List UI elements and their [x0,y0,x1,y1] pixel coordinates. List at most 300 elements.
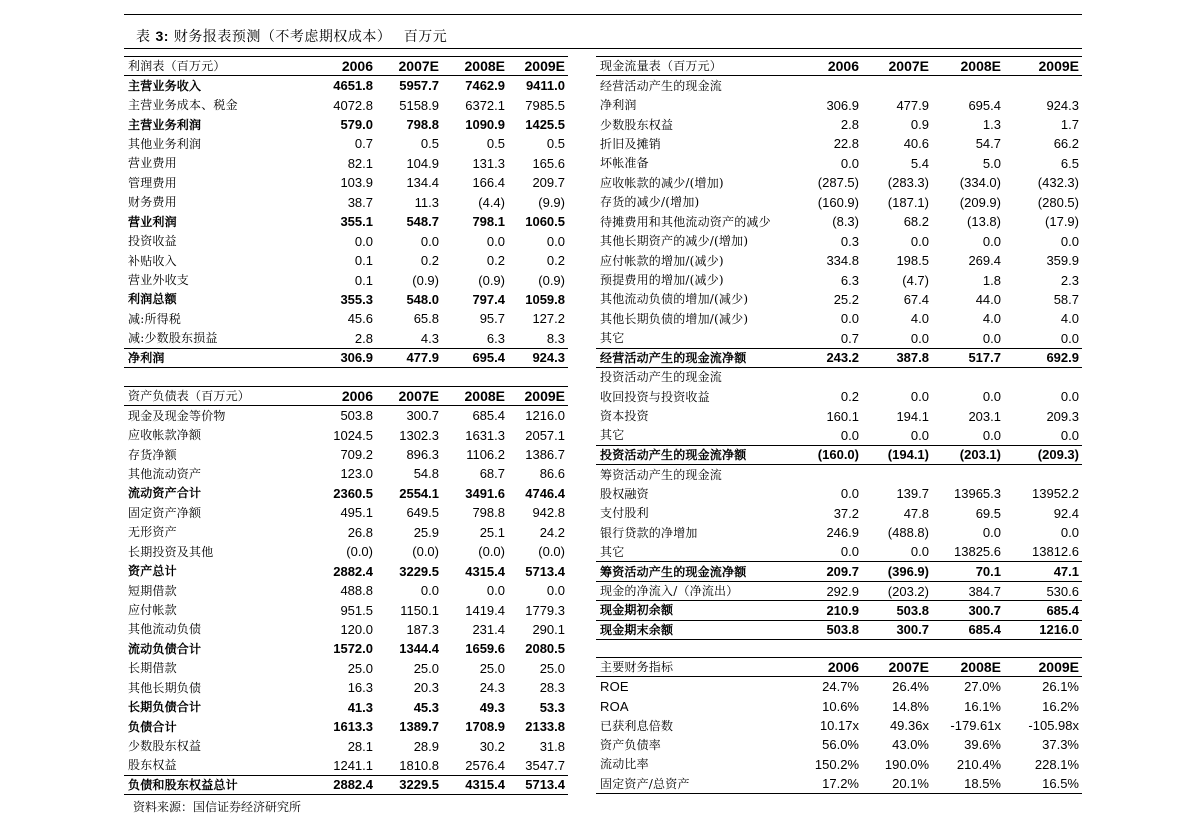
cell-value: 134.4 [406,175,439,191]
column-header: 2007E [862,57,932,76]
cell-value: 0.0 [840,311,859,327]
cell-value: 6.5 [1060,155,1079,171]
table-row [124,639,568,658]
row-label: 资本投资 [600,409,649,424]
cell-value: 103.9 [340,175,373,191]
cell-value: 359.9 [1046,253,1079,269]
cell-value: 203.1 [968,408,1001,424]
cell-value: 1106.2 [466,447,505,463]
title-text: 财务报表预测（不考虑期权成本） 百万元 [168,29,448,45]
row-label: 负债合计 [128,719,177,734]
cell-value: 1.3 [982,117,1001,133]
cell-value [1004,465,1082,484]
table-header-row [596,57,1082,76]
cell-value: 39.6% [964,737,1001,753]
cell-value: 5.4 [910,155,929,171]
cell-value: 0.0 [840,486,859,502]
row-label: 固定资产/总资产 [596,774,806,793]
cell-value: 2576.4 [465,757,505,773]
cell-value: (0.0) [478,544,505,560]
table-row [124,542,568,561]
table-row [596,504,1082,523]
cell-value: 1150.1 [400,602,439,618]
cell-value: 4.0 [982,311,1001,327]
cell-value: 0.0 [910,427,929,443]
cell-value: 54.7 [975,136,1001,152]
row-label: 营业费用 [128,156,177,171]
cell-value: 4315.4 [465,563,505,579]
cell-value: 488.8 [340,583,373,599]
row-label: 少数股东权益 [600,117,674,132]
row-label: 其它 [600,428,625,443]
cell-value: 4.3 [420,330,439,346]
column-header: 2009E [1004,658,1082,677]
cell-value: 685.4 [1004,601,1082,620]
cell-value: 70.1 [932,562,1004,581]
cell-value: 292.9 [826,583,859,599]
source-note: 资料来源：国信证券经济研究所 [133,800,302,814]
cell-value: 0.0 [420,583,439,599]
row-label: 应收帐款净额 [128,428,202,443]
row-label: 财务费用 [128,195,177,210]
table-row [596,406,1082,425]
row-label: 应付帐款的增加/(减少) [600,253,724,268]
cell-value: 0.0 [840,427,859,443]
cell-value: 0.0 [840,155,859,171]
cell-value: 38.7 [347,194,373,210]
cell-value [862,76,932,95]
cell-value: (280.5) [1037,194,1079,210]
row-label: 其他长期负债的增加/(减少) [600,311,749,326]
row-label: 现金期末余额 [596,620,806,639]
row-label: 补贴收入 [128,253,177,268]
cell-value: 3491.6 [465,485,505,501]
cell-value: 0.0 [486,583,505,599]
cell-value [932,76,1004,95]
row-label: 其他长期负债 [128,680,202,695]
row-label: 存货净额 [128,447,177,462]
cell-value: 166.4 [472,175,505,191]
table-title: 现金流量表（百万元） [596,57,806,76]
table-row [124,581,568,600]
cell-value: 384.7 [968,583,1001,599]
row-label: 应付帐款 [128,603,177,618]
row-label: 主营业务成本、税金 [128,98,238,113]
row-label: 管理费用 [128,175,177,190]
cell-value: 0.5 [486,136,505,152]
cell-value: 2.8 [354,330,373,346]
table-row [596,445,1082,464]
cell-value: 477.9 [376,348,442,367]
table-row [596,716,1082,735]
row-label: 存货的减少/(增加) [600,195,700,210]
cell-value: 209.7 [532,175,565,191]
cell-value: 31.8 [539,738,565,754]
row-label: 筹资活动产生的现金流净额 [596,562,806,581]
row-label: 主营业务收入 [128,78,202,93]
title-prefix: 表 [136,29,156,45]
table-row [596,193,1082,212]
row-label: 坏帐准备 [600,156,649,171]
row-label: 投资活动产生的现金流 [600,370,723,385]
cell-value: 0.3 [840,233,859,249]
cell-value: 16.3 [347,680,373,696]
report-title [136,26,447,46]
cell-value [932,368,1004,387]
cell-value: 503.8 [806,620,862,639]
cell-value: 20.1% [862,774,932,793]
cell-value: (209.3) [1004,445,1082,464]
cell-value: 1216.0 [525,408,565,424]
row-label: 长期投资及其他 [128,544,214,559]
row-label: 股权融资 [600,486,649,501]
cell-value: 2.8 [840,117,859,133]
income-statement-table [124,56,568,368]
cell-value: (0.0) [346,544,373,560]
table-row [596,329,1082,348]
table-row [124,270,568,289]
cell-value: 798.8 [406,117,439,133]
cell-value: 43.0% [892,737,929,753]
column-header: 2006 [806,658,862,677]
table-row [596,620,1082,639]
cell-value: (4.7) [902,272,929,288]
cell-value: 1425.5 [525,117,565,133]
table-row [596,76,1082,95]
column-header: 2007E [862,658,932,677]
cell-value: 187.3 [406,621,439,637]
cell-value: 25.0 [347,660,373,676]
cell-value: 649.5 [406,505,439,521]
cell-value: 16.5% [1004,774,1082,793]
cell-value: 28.9 [413,738,439,754]
cell-value: (0.0) [538,544,565,560]
cell-value: 269.4 [968,253,1001,269]
cell-value: 210.9 [806,601,862,620]
cell-value: 37.2 [833,505,859,521]
row-label: 其他流动负债的增加/(减少) [600,292,749,307]
cell-value: 56.0% [822,737,859,753]
cell-value: 16.2% [1042,698,1079,714]
cell-value: 548.0 [406,291,439,307]
cell-value: 4072.8 [333,97,373,113]
table-row [596,581,1082,600]
row-label: 短期借款 [128,583,177,598]
cell-value: 5158.9 [399,97,439,113]
cell-value: 231.4 [472,621,505,637]
cell-value: 1024.5 [333,427,373,443]
cell-value: 924.3 [1046,97,1079,113]
cell-value: 0.2 [546,253,565,269]
row-label: 负债和股东权益总计 [124,775,308,794]
cell-value: 0.0 [910,330,929,346]
row-label: 减:所得税 [128,311,182,326]
cell-value: 13965.3 [954,486,1001,502]
row-label: 主营业务利润 [128,117,202,132]
cell-value: 37.3% [1042,737,1079,753]
table-row [596,134,1082,153]
cell-value: 123.0 [340,466,373,482]
row-label: 折旧及摊销 [600,136,662,151]
cell-value: 22.8 [833,136,859,152]
cell-value: 0.0 [486,233,505,249]
cell-value: 198.5 [896,253,929,269]
cell-value: 1.8 [982,272,1001,288]
cell-value: 4.0 [910,311,929,327]
cell-value: 13825.6 [954,544,1001,560]
cell-value: 387.8 [862,348,932,367]
cell-value: 0.2 [486,253,505,269]
cell-value: (396.9) [862,562,932,581]
table-row [596,173,1082,192]
table-row [596,735,1082,754]
table-row [124,484,568,503]
row-label: 经营活动产生的现金流净额 [596,348,806,367]
cell-value: 0.0 [1060,330,1079,346]
table-row [596,270,1082,289]
cell-value: 24.7% [822,679,859,695]
table-row [124,290,568,309]
table-header-row [124,57,568,76]
title-number: 3: [155,28,169,44]
cell-value [1004,368,1082,387]
cell-value: 28.3 [539,680,565,696]
table-row [596,154,1082,173]
cell-value: 10.6% [822,698,859,714]
cell-value: 0.1 [354,272,373,288]
cell-value: 0.0 [982,389,1001,405]
column-header: 2008E [932,57,1004,76]
cell-value: 95.7 [479,311,505,327]
cell-value: 160.1 [826,408,859,424]
cell-value: 355.1 [340,214,373,230]
cell-value: 69.5 [975,505,1001,521]
cell-value [862,465,932,484]
cell-value: 5713.4 [525,563,565,579]
cell-value: 209.3 [1046,408,1079,424]
cell-value: 0.0 [420,233,439,249]
cell-value: 0.2 [420,253,439,269]
cell-value: -179.61x [950,718,1001,734]
row-label: 长期借款 [128,661,177,676]
cell-value: 41.3 [347,699,373,715]
table-row [596,387,1082,406]
row-label: 收回投资与投资收益 [600,389,710,404]
cell-value: 1419.4 [465,602,505,618]
cell-value: 4746.4 [525,485,565,501]
cell-value: 45.6 [347,311,373,327]
cell-value: (203.2) [887,583,929,599]
cell-value: 0.0 [982,427,1001,443]
row-label: 银行贷款的净增加 [600,525,698,540]
cell-value: 165.6 [532,155,565,171]
row-label: 少数股东权益 [128,739,202,754]
row-label: 支付股利 [600,506,649,521]
cell-value: 66.2 [1053,136,1079,152]
cell-value: 692.9 [1004,348,1082,367]
cell-value: 300.7 [862,620,932,639]
cell-value: (160.0) [806,445,862,464]
cell-value: 26.1% [1042,679,1079,695]
cell-value: 5957.7 [399,78,439,94]
cell-value: 798.1 [472,214,505,230]
cell-value: (432.3) [1037,175,1079,191]
table-row [124,620,568,639]
cell-value: (283.3) [887,175,929,191]
table-row [124,756,568,775]
cell-value: 2360.5 [333,485,373,501]
cell-value: 1613.3 [333,719,373,735]
cell-value: 0.0 [982,233,1001,249]
cell-value: 300.7 [932,601,1004,620]
table-row [124,464,568,483]
cell-value: 798.8 [472,505,505,521]
cell-value: 685.4 [932,620,1004,639]
row-label: 资产负债率 [600,737,662,752]
cell-value: 28.1 [347,738,373,754]
column-header: 2007E [376,387,442,406]
cell-value [806,76,862,95]
table-row [124,775,568,794]
cell-value: (287.5) [817,175,859,191]
table-row [124,736,568,755]
cell-value: 25.0 [479,660,505,676]
cell-value: 131.3 [472,155,505,171]
table-row [124,425,568,444]
cell-value: 0.0 [910,233,929,249]
cell-value: 82.1 [347,155,373,171]
cell-value: 0.0 [1060,233,1079,249]
cell-value: 6372.1 [465,97,505,113]
table-row [124,231,568,250]
cell-value [1004,76,1082,95]
table-row [124,561,568,580]
cell-value: 0.0 [546,233,565,249]
cell-value: (9.9) [538,194,565,210]
cell-value: 246.9 [826,525,859,541]
cell-value: 8.3 [546,330,565,346]
cell-value: 47.1 [1004,562,1082,581]
row-label: 净利润 [600,98,637,113]
row-label: 投资收益 [128,234,177,249]
cell-value: 68.7 [479,466,505,482]
cell-value: 1.7 [1060,117,1079,133]
table-row [124,76,568,95]
cell-value: 53.3 [539,699,565,715]
row-label: 其他长期资产的减少/(增加) [600,234,749,249]
row-label: 其它 [600,331,625,346]
cell-value: (209.9) [959,194,1001,210]
table-row [596,465,1082,484]
column-header: 2008E [442,57,508,76]
row-label: 股东权益 [128,758,177,773]
cell-value: 2554.1 [399,485,439,501]
cell-value: 2882.4 [308,775,376,794]
row-label: 固定资产净额 [128,505,202,520]
cell-value [806,465,862,484]
cell-value: 26.4% [892,679,929,695]
row-label: 流动资产合计 [128,486,202,501]
table-header-row [124,387,568,406]
cell-value: 334.8 [826,253,859,269]
cell-value: 1659.6 [465,641,505,657]
cell-value: 0.5 [546,136,565,152]
table-header-row [596,658,1082,677]
table-row [124,406,568,425]
table-row [124,154,568,173]
cell-value: 300.7 [406,408,439,424]
row-label: ROA [600,698,629,714]
row-label: 营业利润 [128,214,177,229]
cell-value: 1060.5 [525,214,565,230]
column-header: 2009E [508,387,568,406]
cell-value: 45.3 [413,699,439,715]
cell-value: (187.1) [887,194,929,210]
cell-value: 68.2 [903,214,929,230]
table-row [124,212,568,231]
cell-value: 685.4 [472,408,505,424]
cell-value: 355.3 [340,291,373,307]
title-rule [124,48,1082,49]
cell-value: 30.2 [479,738,505,754]
cell-value: 4651.8 [333,78,373,94]
cell-value: 1241.1 [333,757,373,773]
row-label: 已获利息倍数 [600,718,674,733]
cell-value: 306.9 [826,97,859,113]
cell-value: 92.4 [1053,505,1079,521]
table-row [124,193,568,212]
column-header: 2006 [806,57,862,76]
cell-value: (8.3) [832,214,859,230]
cell-value: (0.9) [478,272,505,288]
cell-value: 4.0 [1060,311,1079,327]
cell-value: (17.9) [1045,214,1079,230]
cell-value: 695.4 [968,97,1001,113]
cell-value: 503.8 [340,408,373,424]
table-row [596,542,1082,561]
table-title: 主要财务指标 [596,658,806,677]
cell-value: 3229.5 [399,563,439,579]
cell-value: 228.1% [1034,756,1079,772]
cell-value: 3229.5 [376,775,442,794]
cell-value: 67.4 [903,291,929,307]
table-row [596,95,1082,114]
cell-value: 3547.7 [525,757,565,773]
table-row [124,329,568,348]
row-label: 其他流动资产 [128,466,202,481]
cell-value: 1090.9 [465,117,505,133]
column-header: 2008E [442,387,508,406]
table-row [596,309,1082,328]
financial-indicators-table [596,657,1082,794]
cell-value: (13.8) [967,214,1001,230]
row-label: 应收帐款的减少/(增加) [600,175,724,190]
cell-value: 25.0 [539,660,565,676]
cell-value: 24.2 [539,524,565,540]
cell-value: 530.6 [1046,583,1079,599]
cell-value: 13952.2 [1032,486,1079,502]
table-row [596,368,1082,387]
cell-value: 243.2 [806,348,862,367]
cell-value: 0.0 [982,525,1001,541]
table-row [124,503,568,522]
cell-value: 209.7 [806,562,862,581]
row-label: 投资活动产生的现金流净额 [596,445,806,464]
cell-value: 9411.0 [525,78,565,94]
cell-value: 6.3 [486,330,505,346]
row-label: 其它 [600,544,625,559]
table-row [124,173,568,192]
